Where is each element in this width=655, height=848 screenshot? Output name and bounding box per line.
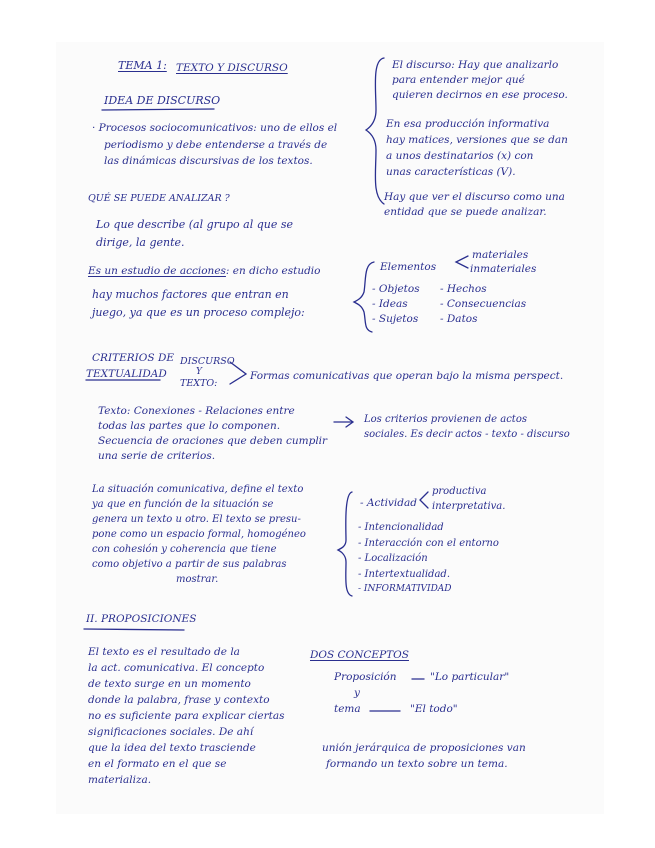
criterio-item: - INFORMATIVIDAD bbox=[358, 584, 452, 594]
prop-line: que la idea del texto trasciende bbox=[88, 742, 256, 754]
prop-line: de texto surge en un momento bbox=[88, 678, 251, 690]
right-top-brace bbox=[366, 58, 384, 204]
idea-underline bbox=[102, 109, 214, 110]
col2-item: - Datos bbox=[440, 313, 478, 325]
col2-item: - Hechos bbox=[440, 283, 487, 295]
produccion-line: a unos destinatarios (x) con bbox=[386, 150, 534, 162]
situacion-line: pone como un espacio formal, homogéneo bbox=[92, 529, 306, 540]
elementos-label: Elementos bbox=[380, 261, 437, 273]
prop-line: en el formato en el que se bbox=[88, 758, 227, 770]
proposiciones-title: II. PROPOSICIONES bbox=[86, 613, 197, 625]
elementos-brace bbox=[354, 262, 374, 332]
discurso-line: quieren decirnos en ese proceso. bbox=[392, 89, 568, 101]
criterios-title-2: TEXTUALIDAD bbox=[86, 368, 167, 380]
inmateriales-label: inmateriales bbox=[470, 263, 537, 275]
hay-que-line: entidad que se puede analizar. bbox=[384, 206, 547, 218]
materiales-label: materiales bbox=[472, 249, 529, 261]
criterio-item: - Intencionalidad bbox=[358, 522, 444, 533]
criterio-item: - Interacción con el entorno bbox=[358, 537, 499, 549]
tema-label: TEMA 1: bbox=[118, 59, 167, 72]
situacion-line: mostrar. bbox=[176, 574, 219, 585]
prop-line: no es suficiente para explicar ciertas bbox=[88, 710, 285, 722]
productiva-label: productiva bbox=[432, 486, 487, 497]
procesos-line: periodismo y debe entenderse a través de bbox=[104, 138, 328, 151]
estudio-rest: : en dicho estudio bbox=[225, 265, 321, 277]
situacion-line: La situación comunicativa, define el texto bbox=[92, 484, 304, 495]
union-line: unión jerárquica de proposiciones van bbox=[322, 742, 526, 754]
prop-line: significaciones sociales. De ahí bbox=[88, 726, 254, 738]
formas-arrow bbox=[230, 362, 246, 384]
texto-line: Texto: Conexiones - Relaciones entre bbox=[98, 405, 295, 417]
prop-line: donde la palabra, frase y contexto bbox=[88, 694, 270, 706]
hay-que-line: Hay que ver el discurso como una bbox=[384, 191, 565, 203]
proposicion-label: Proposición bbox=[334, 671, 397, 683]
texto-label: TEXTO: bbox=[180, 378, 218, 389]
texto-line: todas las partes que lo componen. bbox=[98, 420, 281, 432]
subject-title: TEXTO Y DISCURSO bbox=[176, 62, 288, 74]
estudio-line: hay muchos factores que entran en bbox=[92, 288, 289, 301]
col2-item: - Consecuencias bbox=[440, 298, 527, 310]
y-connector: y bbox=[354, 687, 360, 699]
tema-label-2: tema bbox=[334, 703, 361, 715]
interpretativa-label: interpretativa. bbox=[432, 501, 506, 512]
criterios-brace bbox=[338, 492, 352, 596]
situacion-line: ya que en función de la situación se bbox=[92, 499, 274, 510]
prop-line: El texto es el resultado de la bbox=[88, 646, 240, 658]
procesos-line: · Procesos sociocomunicativos: uno de ellos el bbox=[92, 122, 338, 134]
criterios-title-1: CRITERIOS DE bbox=[92, 352, 175, 364]
procesos-line: las dinámicas discursivas de los textos. bbox=[104, 155, 313, 167]
produccion-line: hay matices, versiones que se dan bbox=[386, 134, 568, 146]
prop-line: materializa. bbox=[88, 774, 152, 786]
provienen-line: Los criterios provienen de actos bbox=[364, 414, 527, 425]
provienen-line: sociales. Es decir actos - texto - discurso bbox=[364, 429, 570, 440]
col1-item: - Ideas bbox=[372, 298, 408, 310]
materiales-bracket bbox=[456, 256, 468, 268]
lo-que-line: Lo que describe (al grupo al que se bbox=[96, 218, 294, 231]
texto-line: una serie de criterios. bbox=[98, 450, 216, 462]
criterio-item: - Localización bbox=[358, 553, 428, 564]
situacion-line: como objetivo a partir de sus palabras bbox=[92, 559, 287, 570]
idea-heading: IDEA DE DISCURSO bbox=[104, 94, 221, 107]
col1-item: - Sujetos bbox=[372, 313, 419, 325]
union-line: formando un texto sobre un tema. bbox=[326, 758, 508, 770]
proposiciones-underline bbox=[84, 629, 184, 630]
col1-item: - Objetos bbox=[372, 283, 420, 295]
actividad-bracket bbox=[420, 492, 428, 508]
actividad-label: - Actividad bbox=[360, 497, 417, 509]
prop-line: la act. comunicativa. El concepto bbox=[88, 662, 265, 674]
y-label: Y bbox=[196, 367, 202, 377]
tema-def: "El todo" bbox=[410, 703, 458, 715]
lo-que-line: dirige, la gente. bbox=[96, 236, 185, 249]
estudio-line: juego, ya que es un proceso complejo: bbox=[92, 306, 305, 319]
discurso-line: para entender mejor qué bbox=[392, 74, 525, 86]
texto-line: Secuencia de oraciones que deben cumplir bbox=[98, 435, 328, 447]
discurso-label: DISCURSO bbox=[180, 356, 235, 367]
estudio-title: Es un estudio de acciones bbox=[88, 265, 226, 277]
situacion-line: con cohesión y coherencia que tiene bbox=[92, 544, 277, 555]
produccion-line: En esa producción informativa bbox=[386, 118, 550, 130]
que-se-puede-heading: QUÉ SE PUEDE ANALIZAR ? bbox=[88, 193, 230, 204]
discurso-line: El discurso: Hay que analizarlo bbox=[392, 59, 559, 71]
formas-text: Formas comunicativas que operan bajo la misma perspect. bbox=[250, 370, 564, 382]
dos-conceptos-heading: DOS CONCEPTOS bbox=[310, 649, 409, 661]
produccion-line: unas características (V). bbox=[386, 166, 516, 178]
criterio-item: - Intertextualidad. bbox=[358, 568, 451, 580]
situacion-line: genera un texto u otro. El texto se presu- bbox=[92, 514, 301, 525]
proposicion-def: "Lo particular" bbox=[430, 671, 510, 683]
